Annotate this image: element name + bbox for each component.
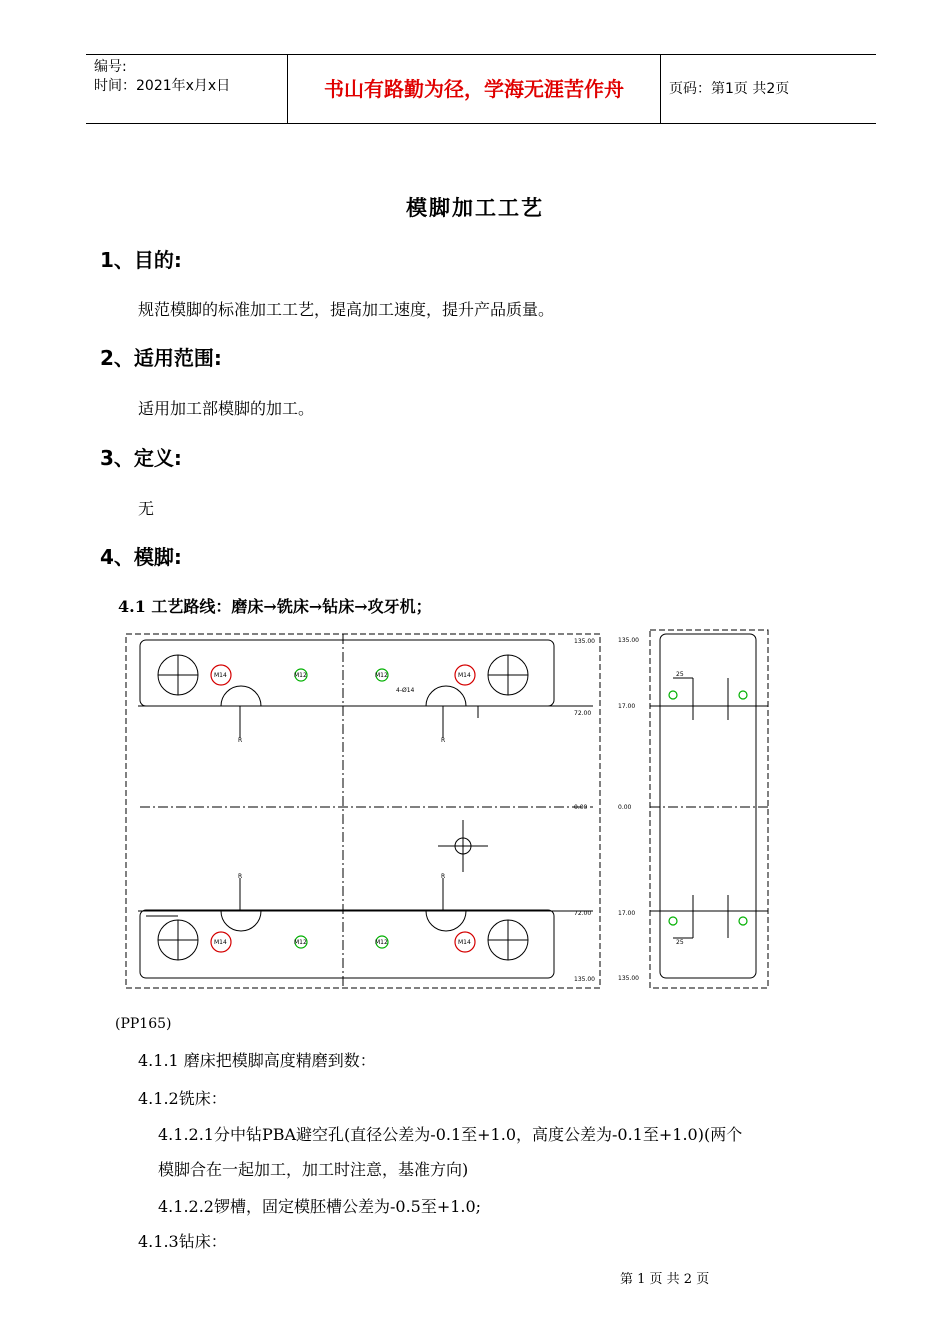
r-label: R [441, 737, 446, 744]
r-label: R [238, 873, 243, 880]
hole-label: M12 [375, 672, 388, 679]
technical-drawing [118, 620, 778, 990]
step-4-1-2-2: 4.1.2.2锣槽，固定模胚槽公差为-0.5至+1.0; [158, 1197, 482, 1216]
header-motto: 书山有路勤为径，学海无涯苦作舟 [288, 55, 661, 123]
relief-arc [221, 686, 261, 706]
relief-arc [426, 686, 466, 706]
side-dim-25: 25 [676, 939, 684, 946]
step-4-1-2-1: 4.1.2.1分中钻PBA避空孔(直径公差为-0.1至+1.0，高度公差为-0.1至+1.0)(两个 [158, 1125, 743, 1144]
side-dim-25: 25 [676, 671, 684, 678]
figure-caption: (PP165) [115, 1016, 172, 1032]
number-label: 编号: [94, 59, 127, 75]
section-heading-definition: 3、定义: [100, 446, 182, 470]
tapped-hole-green [739, 917, 747, 925]
dim-label: 72.00 [574, 710, 592, 717]
page-footer: 第 1 页 共 2 页 [620, 1272, 710, 1287]
side-view-outline [650, 630, 768, 988]
section-body-purpose: 规范模脚的标准加工工艺，提高加工速度，提升产品质量。 [138, 300, 555, 319]
section-body-scope: 适用加工部模脚的加工。 [138, 399, 315, 418]
side-dim-label: 0.00 [618, 804, 632, 811]
side-dim-label: 135.00 [618, 975, 639, 982]
hole-label: M14 [214, 939, 227, 946]
page-header [86, 54, 876, 124]
tapped-hole-green [669, 917, 677, 925]
section-heading-mold-foot: 4、模脚: [100, 545, 182, 569]
step-4-1-3: 4.1.3钻床： [138, 1232, 227, 1251]
top-plate [140, 640, 554, 706]
side-dim-label: 135.00 [618, 637, 639, 644]
header-meta [86, 55, 288, 123]
dim-label: 72.00 [574, 910, 592, 917]
tapped-hole-green [669, 691, 677, 699]
hole-label: M14 [214, 672, 227, 679]
bottom-plate [140, 910, 554, 978]
side-dim-label: 17.00 [618, 703, 636, 710]
document-title: 模脚加工工艺 [406, 195, 544, 220]
side-view-body [660, 634, 756, 978]
header-page-label: 页码：第1页 共2页 [669, 81, 790, 97]
section-heading-purpose: 1、目的: [100, 248, 182, 272]
step-4-1-2-1-cont: 模脚合在一起加工，加工时注意，基准方向) [158, 1160, 469, 1179]
dim-label: 135.00 [574, 976, 595, 983]
process-route: 4.1 工艺路线：磨床→铣床→钻床→攻牙机； [118, 597, 432, 616]
relief-arc [426, 911, 466, 931]
time-label: 时间：2021年x月x日 [94, 78, 231, 94]
tapped-hole-green [739, 691, 747, 699]
hole-label: M14 [458, 939, 471, 946]
hole-label: M12 [294, 939, 307, 946]
hole-label: M12 [294, 672, 307, 679]
step-4-1-2: 4.1.2铣床： [138, 1089, 227, 1108]
dim-label: 0.00 [574, 804, 588, 811]
r-label: R [441, 873, 446, 880]
section-body-definition: 无 [138, 499, 155, 518]
hole-label: M14 [458, 672, 471, 679]
step-4-1-1: 4.1.1 磨床把模脚高度精磨到数： [138, 1051, 376, 1070]
relief-arc [221, 911, 261, 931]
dim-label: 135.00 [574, 638, 595, 645]
hole-label: M12 [375, 939, 388, 946]
note-label: 4-Ø14 [396, 687, 415, 694]
r-label: R [238, 737, 243, 744]
side-dim-label: 17.00 [618, 910, 636, 917]
section-heading-scope: 2、适用范围: [100, 346, 222, 370]
